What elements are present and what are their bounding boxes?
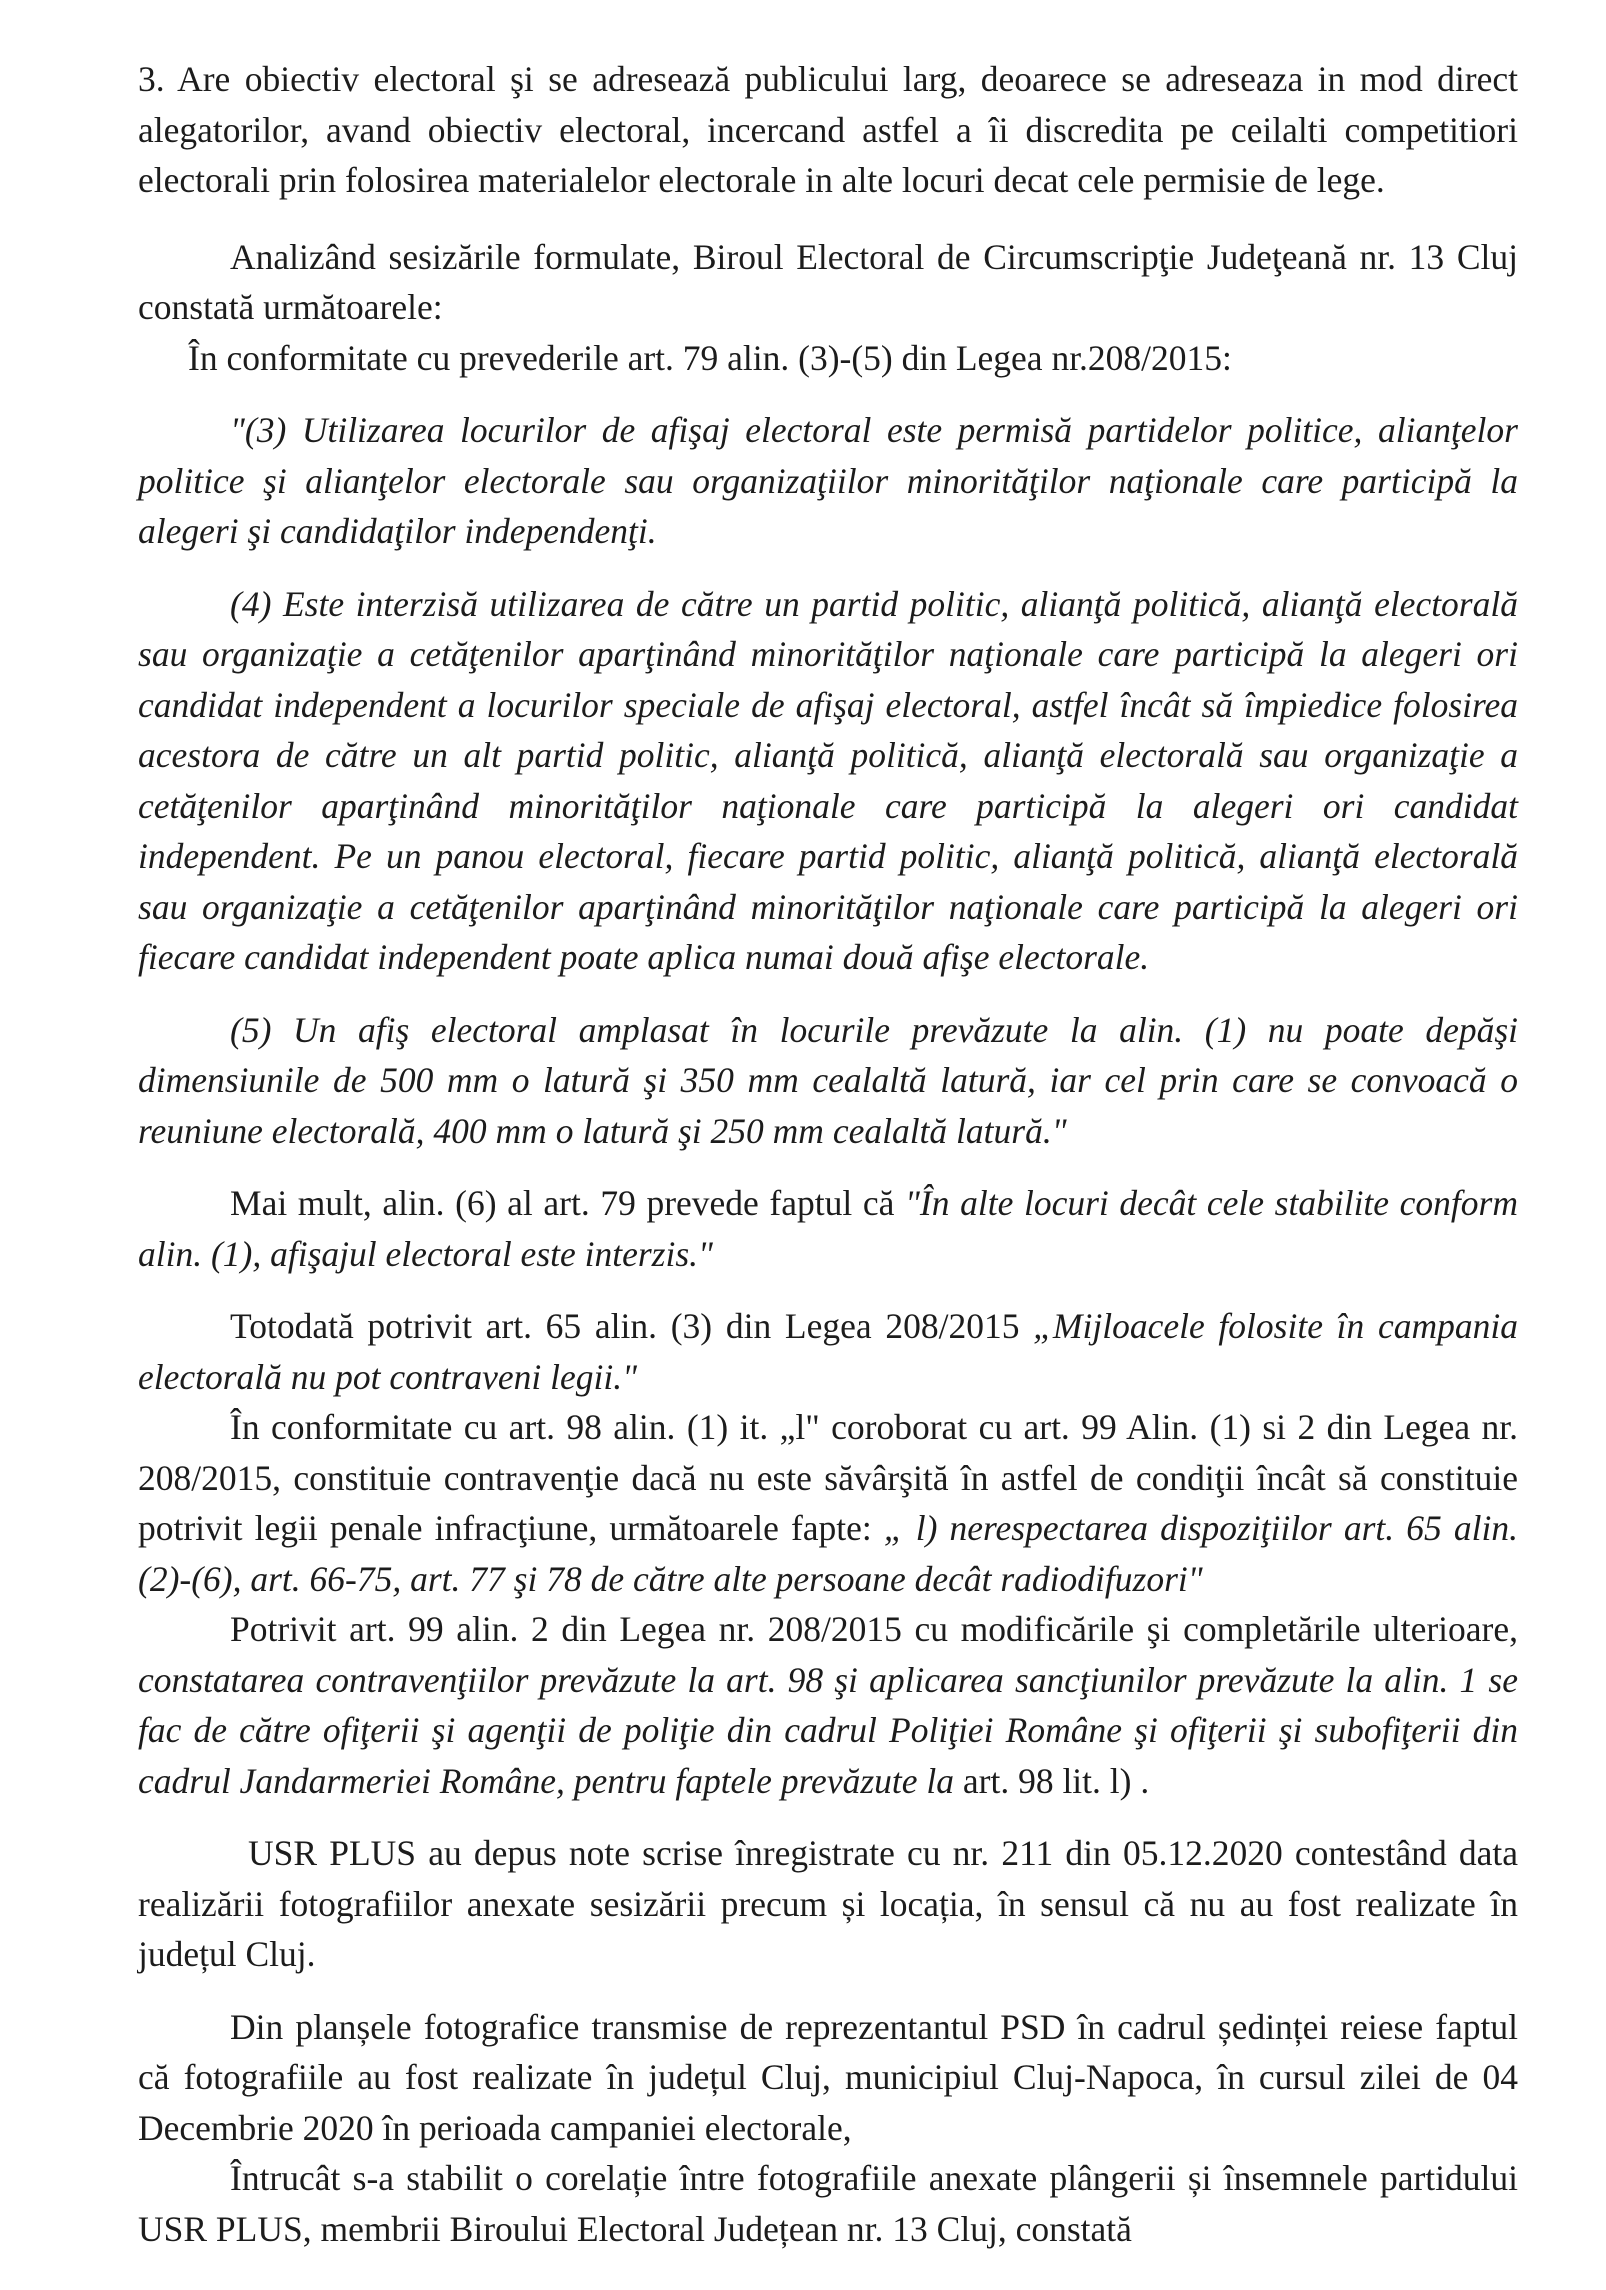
paragraph-art79-intro: În conformitate cu prevederile art. 79 alin. (3)-(5) din Legea nr.208/2015: (188, 337, 1232, 378)
document-page (138, 54, 1518, 2254)
paragraph-art98 (138, 1402, 1518, 1604)
paragraph-point-3: 3. Are obiectiv electoral şi se adresează publicului larg, deoarece se adreseaza in mod direct alegatorilor, avand obiectiv electoral, incercand astfel a îi discredita pe ceilalti competitiori electorali prin folosirea materialelor electorale in alte locuri decat cele permisie de lege. (138, 59, 1518, 200)
quote-art99: constatarea contravenţiilor prevăzute la art. 98 şi aplicarea sancţiunilor prevăzute la alin. 1 se fac de către ofiţerii şi agenţii de poliţie din cadrul Poliţiei Române şi ofiţerii şi subofiţerii din cadrul Jandarmeriei Române, pentru faptele prevăzute la (138, 1659, 1518, 1801)
quote-art79-alin3: "(3) Utilizarea locurilor de afişaj electoral este permisă partidelor politice, alianţelor politice şi alianţelor electorale sau organizaţiilor minorităţilor naţionale care participă la alegeri şi candidaţilor independenţi. (138, 410, 1518, 551)
quote-art79-alin4: (4) Este interzisă utilizarea de către un partid politic, alianţă politică, alianţă electorală sau organizaţie a cetăţenilor aparţinând minorităţilor naţionale care participă la alegeri ori candidat independent a locurilor speciale de afişaj electoral, astfel încât să împiedice folosirea acestora de către un alt partid politic, alianţă politică, alianţă electorală sau organizaţie a cetăţenilor aparţinând minorităţilor naţionale care participă la alegeri ori candidat independent. Pe un panou electoral, fiecare partid politic, alianţă politică, alianţă electorală sau organizaţie a cetăţenilor aparţinând minorităţilor naţionale care participă la alegeri ori fiecare candidat independent poate aplica numai două afişe electorale. (138, 583, 1518, 977)
paragraph-art99 (138, 1604, 1518, 1806)
paragraph-photos: Din planșele fotografice transmise de reprezentantul PSD în cadrul ședinței reiese faptul că fotografiile au fost realizate în județul Cluj, municipiul Cluj-Napoca, în cursul zilei de 04 Decembrie 2020 în perioada campaniei electorale, (138, 2006, 1518, 2148)
paragraph-art98-text: În conformitate cu art. 98 alin. (1) it. „l" coroborat cu art. 99 Alin. (1) si 2 din Legea nr. 208/2015, constituie contravenţie dacă nu este săvârşită în astfel de condiţii încât să constituie potrivit legii penale infracţiune, următoarele fapte: (138, 1407, 1518, 1548)
paragraph-analysis: Analizând sesizările formulate, Biroul Electoral de Circumscripţie Judeţeană nr. 13 Cluj constată următoarele: (138, 236, 1518, 327)
paragraph-art79-alin6 (138, 1178, 1518, 1279)
quote-art79-alin5: (5) Un afiş electoral amplasat în locurile prevăzute la alin. (1) nu poate depăşi dimensiunile de 500 mm o latură şi 350 mm cealaltă latură, iar cel prin care se convoacă o reuniune electorală, 400 mm o latură şi 250 mm cealaltă latură." (138, 1009, 1518, 1151)
quote-art98: „ l) nerespectarea dispoziţiilor art. 65 alin. (2)-(6), art. 66-75, art. 77 şi 78 de către alte persoane decât radiodifuzori" (138, 1508, 1518, 1599)
quote-art79-alin6: "În alte locuri decât cele stabilite conform alin. (1), afişajul electoral este interzis." (138, 1183, 1518, 1274)
paragraph-art65-text: Totodată potrivit art. 65 alin. (3) din Legea 208/2015 (230, 1306, 1034, 1346)
paragraph-usr-plus-notes: USR PLUS au depus note scrise înregistrate cu nr. 211 din 05.12.2020 contestând data realizării fotografiilor anexate sesizării precum și locația, în sensul că nu au fost realizate în județul Cluj. (138, 1833, 1518, 1974)
quote-art65: „Mijloacele folosite în campania electorală nu pot contraveni legii." (138, 1306, 1519, 1397)
paragraph-conclusion: Întrucât s-a stabilit o corelație între fotografiile anexate plângerii și însemnele partidului USR PLUS, membrii Biroului Electoral Județean nr. 13 Cluj, constată (138, 2158, 1518, 2249)
paragraph-art79-alin6-text: Mai mult, alin. (6) al art. 79 prevede faptul că (230, 1183, 906, 1223)
paragraph-art99-text: Potrivit art. 99 alin. 2 din Legea nr. 208/2015 cu modificările şi completările ulterioare, (230, 1609, 1518, 1649)
paragraph-art65 (138, 1301, 1518, 1402)
paragraph-art99-tail: art. 98 lit. l) . (954, 1760, 1150, 1801)
